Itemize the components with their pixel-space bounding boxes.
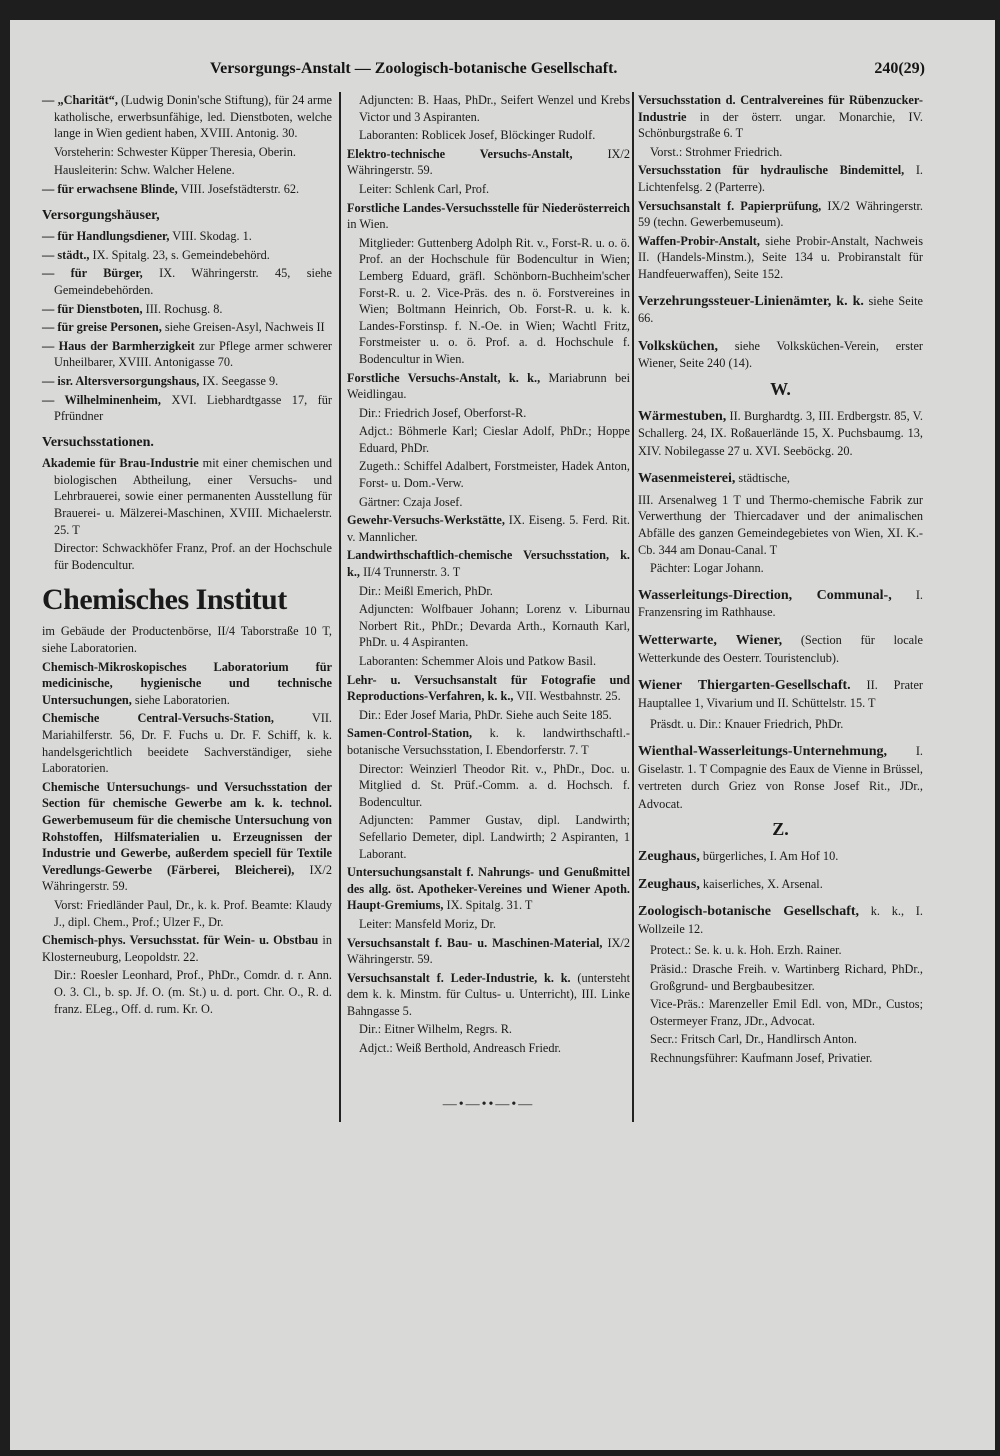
directory-entry xyxy=(347,512,630,545)
entry-heading: Untersuchungsanstalt f. Nahrungs- und Genußmittel des allg. öst. Apotheker-Vereines und Wiener Apoth. Haupt-Gremiums, xyxy=(347,865,630,913)
entry-text: I. Giselastr. 1. T Compagnie des Eaux de Vienne in Brüssel, vertreten durch Griez von Ronse Josef Rit., JDr., Advocat. xyxy=(638,744,923,811)
directory-entry xyxy=(638,876,923,894)
entry-text: Hausleiterin: Schw. Walcher Helene. xyxy=(54,163,235,178)
entry-heading: Chemische Central-Versuchs-Station, xyxy=(42,711,274,726)
entry-text: Dir.: Roesler Leonhard, Prof., PhDr., Comdr. d. r. Ann. O. 3. Cl., b. sp. Jf. O. (m. St.) u. d. port. Chr. O., R. d. franz. ELeg., Off. d. rum. Kr. O. xyxy=(54,968,332,1016)
end-ornament: —•—••—•— xyxy=(442,1096,535,1112)
directory-entry xyxy=(638,470,923,488)
entry-text: Laboranten: Schemmer Alois und Patkow Basil. xyxy=(359,654,597,668)
column-2 xyxy=(347,92,630,1113)
entry-heading: Wärmestuben, xyxy=(638,408,727,424)
entry-heading: Wetterwarte, Wiener, xyxy=(638,633,783,649)
entry-heading: Waffen-Probir-Anstalt, xyxy=(638,233,760,248)
entry-text: Mitglieder: Guttenberg Adolph Rit. v., Forst-R. u. o. ö. Prof. an der Hochschule für Bodencultur in Wien; Lemberg Eduard, gräfl. Schönborn-Buchheim'scher Forst-R. u. 2. Vice-Präs. des n. ö. Forstvereines in Wien; Boltmann Heinrich, Ob. Forst-R. u. k. k. Landes-Forstinsp. f. N.-Oe. in Wien; Wachtl Fritz, Forstmeister u. o. ö. Prof. a. d. Hochschule f. Bodencultur in Wien. xyxy=(359,235,630,366)
entry-heading: Gewehr-Versuchs-Werkstätte, xyxy=(347,513,505,528)
directory-entry xyxy=(42,623,332,656)
entry-detail xyxy=(347,707,630,724)
entry-heading: Forstliche Landes-Versuchsstelle für Niederösterreich xyxy=(347,200,630,215)
directory-entry xyxy=(42,228,332,245)
entry-text: IX. Spitalg. 23, s. Gemeindebehörd. xyxy=(89,247,270,262)
entry-heading: Lehr- u. Versuchsanstalt für Fotografie und Reproductions-Verfahren, k. k., xyxy=(347,672,630,704)
page-header xyxy=(30,60,925,84)
entry-heading: Versuchsanstalt f. Papierprüfung, xyxy=(638,198,822,213)
directory-entry xyxy=(42,659,332,709)
entry-text: II. Burghardtg. 3, III. Erdbergstr. 85, V. Schallerg. 24, IX. Roßauerlände 15, X. Puchsbaumg. 13, XIV. Nobilegasse 27 u. XVI. Seeböckg. 20. xyxy=(638,408,923,458)
entry-text: k. k. landwirthschaftl.-botanische Versuchsstation, I. Ebendorferstr. 7. T xyxy=(347,726,630,757)
entry-detail xyxy=(347,405,630,422)
entry-detail xyxy=(42,967,332,1017)
entry-detail xyxy=(347,761,630,811)
entry-heading: Forstliche Versuchs-Anstalt, k. k., xyxy=(347,370,541,385)
display-heading xyxy=(42,581,332,619)
entry-text: siehe Volksküchen-Verein, erster Wiener, Seite 240 (14). xyxy=(638,338,923,371)
directory-entry xyxy=(638,587,923,622)
directory-entry xyxy=(638,903,923,938)
entry-detail xyxy=(347,458,630,491)
entry-text: Adjct.: Weiß Berthold, Andreasch Friedr. xyxy=(359,1041,561,1056)
entry-text: Laboranten: Roblicek Josef, Blöckinger Rudolf. xyxy=(359,128,596,143)
directory-entry xyxy=(42,373,332,390)
directory-entry xyxy=(42,181,332,198)
entry-heading: Chemische Untersuchungs- und Versuchsstation der Section für chemische Gewerbe am k. k. technol. Gewerbemuseum für die chemische Untersuchung von Rohstoffen, Hilfsmaterialien u. Erzeugnissen der Industrie und Gewerbe, außerdem speciell für Textile Veredlungs-Gewerbe (Färberei, Bleicherei), xyxy=(42,779,332,877)
directory-entry xyxy=(638,743,923,813)
entry-text: Vorst: Friedländer Paul, Dr., k. k. Prof. Beamte: Klaudy J., dipl. Chem., Prof.; Ulzer F., Dr. xyxy=(54,897,332,929)
entry-text: IX. Spitalg. 31. T xyxy=(443,898,533,913)
entry-text: siehe Probir-Anstalt, Nachweis II. (Handels-Minstm.), Seite 134 u. Probiranstalt für Handfeuerwaffen), Seite 152. xyxy=(638,233,923,281)
entry-heading: Wienthal-Wasserleitungs-Unternehmung, xyxy=(638,744,888,759)
entry-detail xyxy=(638,961,923,994)
entry-detail xyxy=(42,162,332,179)
entry-heading: W. xyxy=(770,378,791,399)
entry-heading: Chemisch-Mikroskopisches Laboratorium für medicinische, hygienische und technische Untersuchungen, xyxy=(42,659,332,707)
entry-heading: Wasenmeisterei, xyxy=(638,471,736,487)
entry-text: IX/2 Währingerstr. 59 (techn. Gewerbemuseum). xyxy=(638,198,924,230)
entry-text: Dir.: Meißl Emerich, PhDr. xyxy=(359,583,493,598)
page-number: 240(29) xyxy=(874,60,925,77)
entry-text: Vorsteherin: Schwester Küpper Theresia, Oberin. xyxy=(54,144,296,159)
directory-entry xyxy=(42,392,332,425)
entry-detail xyxy=(347,423,630,456)
directory-entry xyxy=(638,162,923,195)
directory-entry xyxy=(638,492,923,558)
entry-detail xyxy=(347,1040,630,1057)
entry-detail xyxy=(638,996,923,1029)
entry-text: IX/2 Währingerstr. 59. xyxy=(42,862,332,894)
entry-text: III. Rochusg. 8. xyxy=(142,301,223,316)
entry-text: (untersteht dem k. k. Minstm. für Cultus- u. Unterricht), III. Linke Bahngasse 5. xyxy=(347,970,630,1018)
entry-detail xyxy=(347,812,630,862)
directory-entry xyxy=(638,233,923,283)
entry-text: Leiter: Schlenk Carl, Prof. xyxy=(359,181,490,196)
entry-text: städtische, xyxy=(735,471,790,486)
directory-entry xyxy=(638,848,923,866)
entry-text: zur Pflege armer schwerer Unheilbarer, XVIII. Antonigasse 70. xyxy=(54,338,332,370)
entry-detail xyxy=(42,897,332,930)
entry-detail xyxy=(347,92,630,125)
entry-text: Präsdt. u. Dir.: Knauer Friedrich, PhDr. xyxy=(650,717,844,732)
entry-heading: — Haus der Barmherzigkeit xyxy=(42,338,195,353)
column-divider xyxy=(339,92,341,1122)
entry-text: siehe Greisen-Asyl, Nachweis II xyxy=(161,320,325,335)
entry-text: Director: Weinzierl Theodor Rit. v., PhDr., Doc. u. Mitglied d. St. Prüf.-Comm. a. d. Hochsch. f. Bodencultur. xyxy=(359,761,630,809)
directory-entry xyxy=(638,198,923,231)
entry-text: VII. Westbahnstr. 25. xyxy=(513,689,621,704)
directory-entry xyxy=(347,370,630,403)
directory-entry xyxy=(42,710,332,776)
entry-detail xyxy=(347,181,630,198)
entry-heading: Akademie für Brau-Industrie xyxy=(42,456,199,471)
entry-heading: Z. xyxy=(772,819,789,840)
entry-text: Director: Schwackhöfer Franz, Prof. an der Hochschule für Bodencultur. xyxy=(54,541,332,572)
entry-detail xyxy=(42,540,332,573)
entry-detail xyxy=(638,144,923,161)
entry-heading: Landwirthschaftlich-chemische Versuchsstation, k. k., xyxy=(347,548,630,580)
entry-text: Dir.: Eder Josef Maria, PhDr. Siehe auch Seite 185. xyxy=(359,707,612,722)
directory-entry xyxy=(347,547,630,580)
entry-heading: Elektro-technische Versuchs-Anstalt, xyxy=(347,146,573,161)
entry-text: Adjct.: Böhmerle Karl; Cieslar Adolf, PhDr.; Hoppe Eduard, PhDr. xyxy=(359,424,630,455)
entry-text: Secr.: Fritsch Carl, Dr., Handlirsch Anton. xyxy=(650,1032,857,1047)
entry-heading: Wasserleitungs-Direction, Communal-, xyxy=(638,587,892,603)
entry-text: Adjuncten: Pammer Gustav, dipl. Landwirth; Sefellario Demeter, dipl. Landwirth; 2 Aspiranten, 1 Laborant. xyxy=(359,813,630,861)
column-3 xyxy=(638,92,923,1069)
entry-text: Vorst.: Strohmer Friedrich. xyxy=(650,144,783,159)
entry-text: siehe Seite 66. xyxy=(638,293,923,326)
entry-text: IX. Eiseng. 5. Ferd. Rit. v. Mannlicher. xyxy=(347,513,630,544)
entry-text: Dir.: Friedrich Josef, Oberforst-R. xyxy=(359,405,527,420)
entry-text: VIII. Josefstädterstr. 62. xyxy=(177,181,300,196)
letter-heading xyxy=(638,378,923,399)
directory-entry xyxy=(638,408,923,461)
entry-detail xyxy=(638,1050,923,1067)
entry-heading: Volksküchen, xyxy=(638,338,719,354)
directory-entry xyxy=(347,672,630,705)
entry-heading: Versuchsstation für hydraulische Bindemittel, xyxy=(638,163,905,178)
directory-entry xyxy=(638,677,923,712)
entry-detail xyxy=(638,1031,923,1048)
directory-entry xyxy=(42,455,332,538)
entry-text: siehe Laboratorien. xyxy=(131,692,230,707)
directory-entry xyxy=(42,208,332,225)
entry-detail xyxy=(347,235,630,368)
entry-heading: — Wilhelminenheim, xyxy=(42,392,161,407)
entry-text: II/4 Trunnerstr. 3. T xyxy=(360,565,461,580)
entry-text: Rechnungsführer: Kaufmann Josef, Privatier. xyxy=(650,1050,873,1065)
entry-heading: Versorgungshäuser, xyxy=(42,207,160,223)
entry-heading: Zoologisch-botanische Gesellschaft, xyxy=(638,904,860,920)
entry-text: IX. Seegasse 9. xyxy=(199,373,279,388)
entry-text: VIII. Skodag. 1. xyxy=(169,229,252,244)
entry-heading: Chemisch-phys. Versuchsstat. für Wein- u. Obstbau xyxy=(42,933,319,948)
directory-entry xyxy=(638,338,923,373)
directory-entry xyxy=(42,247,332,264)
entry-text: IX/2 Währingerstr. 59. xyxy=(347,146,630,178)
directory-entry xyxy=(347,970,630,1020)
entry-detail xyxy=(347,916,630,933)
entry-text: kaiserliches, X. Arsenal. xyxy=(699,876,823,891)
column-1 xyxy=(42,92,332,1019)
entry-text: im Gebäude der Productenbörse, II/4 Taborstraße 10 T, siehe Laboratorien. xyxy=(42,624,332,656)
entry-heading: — für Handlungsdiener, xyxy=(42,229,170,244)
entry-heading: Wiener Thiergarten-Gesellschaft. xyxy=(638,678,851,694)
entry-detail xyxy=(638,942,923,959)
document-page xyxy=(10,20,995,1450)
entry-text: VII. Mariahilferstr. 56, Dr. F. Fuchs u. Dr. F. Schiff, k. k. handelsgerichtlich beeidete Sachverständiger, siehe Laboratorien. xyxy=(42,711,332,776)
entry-text: II. Prater Hauptallee 1, Vivarium und II. Schüttelstr. 15. T xyxy=(638,678,924,710)
entry-text: (Ludwig Donin'sche Stiftung), für 24 arme katholische, erwerbsunfähige, led. Dienstboten, welche lange in Wien gedient haben, XVIII. Antonig. 30. xyxy=(54,93,332,141)
entry-heading: — für Bürger, xyxy=(42,266,143,281)
directory-entry xyxy=(42,92,332,142)
entry-detail xyxy=(347,494,630,511)
entry-heading: Zeughaus, xyxy=(638,848,700,864)
entry-heading: — für erwachsene Blinde, xyxy=(42,181,178,196)
entry-heading: — „Charität“, xyxy=(42,93,118,107)
directory-entry xyxy=(638,632,923,667)
directory-entry xyxy=(638,293,923,328)
letter-heading xyxy=(638,821,923,838)
entry-text: IX. Währingerstr. 45, siehe Gemeindebehörden. xyxy=(54,266,333,297)
entry-text: I. Franzensring im Rathhause. xyxy=(638,587,923,620)
directory-entry xyxy=(638,92,923,142)
entry-text: I. Lichtenfelsg. 2 (Parterre). xyxy=(638,163,923,194)
directory-entry xyxy=(347,146,630,179)
entry-heading: Verzehrungssteuer-Linienämter, k. k. xyxy=(638,293,864,309)
entry-text: IX/2 Währingerstr. 59. xyxy=(347,935,630,967)
entry-heading: — städt., xyxy=(42,247,90,262)
entry-text: Pächter: Logar Johann. xyxy=(650,561,764,576)
entry-text: Protect.: Se. k. u. k. Hoh. Erzh. Rainer. xyxy=(650,943,842,958)
entry-text: Mariabrunn bei Weidlingau. xyxy=(347,370,630,402)
entry-heading: Versuchsanstalt f. Leder-Industrie, k. k. xyxy=(347,970,571,985)
directory-entry xyxy=(42,338,332,371)
entry-detail xyxy=(638,560,923,577)
directory-entry xyxy=(347,864,630,914)
directory-entry xyxy=(347,935,630,968)
entry-heading: Samen-Control-Station, xyxy=(347,726,473,741)
directory-entry xyxy=(42,435,332,452)
directory-entry xyxy=(42,265,332,298)
entry-heading: — für Dienstboten, xyxy=(42,301,143,316)
directory-entry xyxy=(347,725,630,758)
entry-text: Dir.: Eitner Wilhelm, Regrs. R. xyxy=(359,1022,512,1037)
directory-entry xyxy=(42,932,332,965)
entry-text: in Wien. xyxy=(347,217,389,232)
entry-text: bürgerliches, I. Am Hof 10. xyxy=(699,848,839,863)
entry-text: Vice-Präs.: Marenzeller Emil Edl. von, MDr., Custos; Ostermeyer Franz, JDr., Advocat. xyxy=(650,997,923,1028)
entry-text: in Klosterneuburg, Leopoldstr. 22. xyxy=(42,933,332,964)
entry-text: Adjuncten: B. Haas, PhDr., Seifert Wenzel und Krebs Victor und 3 Aspiranten. xyxy=(359,93,630,124)
entry-text: XVI. Liebhardtgasse 17, für Pfründner xyxy=(54,392,332,424)
entry-detail xyxy=(347,127,630,144)
entry-heading: Chemisches Institut xyxy=(42,583,287,617)
entry-heading: — für greise Personen, xyxy=(42,320,162,335)
entry-text: mit einer chemischen und biologischen Abtheilung, einer Versuchs- und Lehrbrauerei, sowie einer permanenten Ausstellung für Brauerei- u. Mälzerei-Maschinen, XVIII. Michaelerstr. 25. T xyxy=(54,456,332,537)
entry-text: Gärtner: Czaja Josef. xyxy=(359,494,463,509)
entry-text: in der österr. ungar. Monarchie, IV. Schönburgstraße 6. T xyxy=(638,109,923,141)
entry-detail xyxy=(638,716,923,733)
entry-text: III. Arsenalweg 1 T und Thermo-chemische Fabrik zur Verwerthung der Thiercadaver und der animalischen Abfälle des ganzen Gemeindegebietes von Wien, XI. K.-Cb. 344 am Donau-Canal. T xyxy=(638,492,923,557)
entry-text: Zugeth.: Schiffel Adalbert, Forstmeister, Hadek Anton, Forst- u. Dom.-Verw. xyxy=(359,459,630,491)
entry-text: Präsid.: Drasche Freih. v. Wartinberg Richard, PhDr., Großgrund- und Bergbaubesitzer. xyxy=(650,961,923,993)
entry-heading: Versuchsanstalt f. Bau- u. Maschinen-Material, xyxy=(347,935,603,950)
running-title: Versorgungs-Anstalt — Zoologisch-botanische Gesellschaft. xyxy=(210,60,618,77)
entry-text: k. k., I. Wollzeile 12. xyxy=(638,904,923,936)
entry-detail xyxy=(42,144,332,161)
column-divider xyxy=(632,92,634,1122)
entry-text: Leiter: Mansfeld Moriz, Dr. xyxy=(359,916,496,931)
entry-detail xyxy=(347,601,630,651)
entry-detail xyxy=(347,1021,630,1038)
entry-heading: Versuchsstation d. Centralvereines für Rübenzucker-Industrie xyxy=(638,93,923,124)
entry-detail xyxy=(347,653,630,670)
entry-text: (Section für locale Wetterkunde des Oesterr. Touristenclub). xyxy=(638,633,923,665)
entry-heading: Versuchsstationen. xyxy=(42,434,154,450)
directory-entry xyxy=(347,200,630,233)
entry-text: Adjuncten: Wolfbauer Johann; Lorenz v. Liburnau Norbert Rit., PhDr.; Devarda Arth., Kornauth Karl, PhDr. u. 4 Aspiranten. xyxy=(359,602,630,650)
entry-heading: — isr. Altersversorgungshaus, xyxy=(42,373,200,388)
directory-entry xyxy=(42,779,332,895)
directory-entry xyxy=(42,319,332,336)
entry-heading: Zeughaus, xyxy=(638,876,700,892)
entry-detail xyxy=(347,583,630,600)
directory-entry xyxy=(42,301,332,318)
